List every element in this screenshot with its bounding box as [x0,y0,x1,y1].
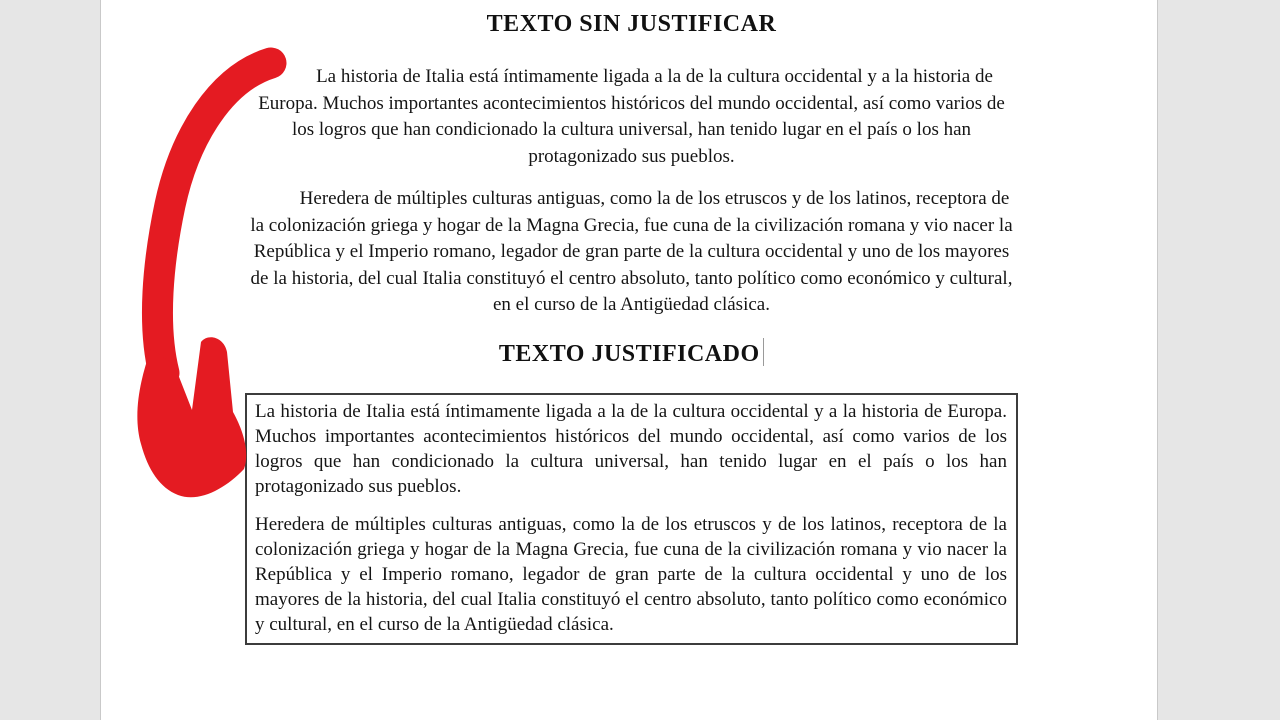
document-page [100,0,1158,720]
justified-text-box[interactable] [245,393,1018,645]
heading-unjustified[interactable]: TEXTO SIN JUSTIFICAR [486,11,777,37]
text-cursor [763,338,765,366]
justified-paragraph-2[interactable]: Heredera de múltiples culturas antiguas, como la de los etruscos y de los latinos, receptora de la colonización griega y hogar de la Magna Grecia, fue cuna de la civilización romana y vio nacer la República y el Imperio romano, legador de gran parte de la cultura occidental y uno de los mayores de la historia, del cual Italia constituyó el centro absoluto, tanto político como económico y cultural, en el curso de la Antigüedad clásica. [255,513,1007,635]
justified-paragraph-1[interactable]: La historia de Italia está íntimamente ligada a la de la cultura occidental y a la historia de Europa. Muchos importantes acontecimientos históricos del mundo occidental, así como varios de los logros que han condicionado la cultura universal, han tenido lugar en el país o los han protagonizado sus pueblos. [255,400,1007,497]
heading-justified[interactable]: TEXTO JUSTIFICADO [498,340,760,367]
unjustified-paragraph-2[interactable]: Heredera de múltiples culturas antiguas, como la de los etruscos y de los latinos, receptora de la colonización griega y hogar de la Magna Grecia, fue cuna de la civilización romana y vio nacer la República y el Imperio romano, legador de gran parte de la cultura occidental y uno de los mayores de la historia, del cual Italia constituyó el centro absoluto, tanto político como económico y cultural, en el curso de la Antigüedad clásica. [250,188,1013,315]
document-content [245,0,1018,645]
heading-justified-row [245,338,1018,369]
unjustified-paragraph-1[interactable]: La historia de Italia está íntimamente ligada a la de la cultura occidental y a la historia de Europa. Muchos importantes acontecimientos históricos del mundo occidental, así como varios de los logros que han condicionado la cultura universal, han tenido lugar en el país o los han protagonizado sus pueblos. [258,66,1005,167]
